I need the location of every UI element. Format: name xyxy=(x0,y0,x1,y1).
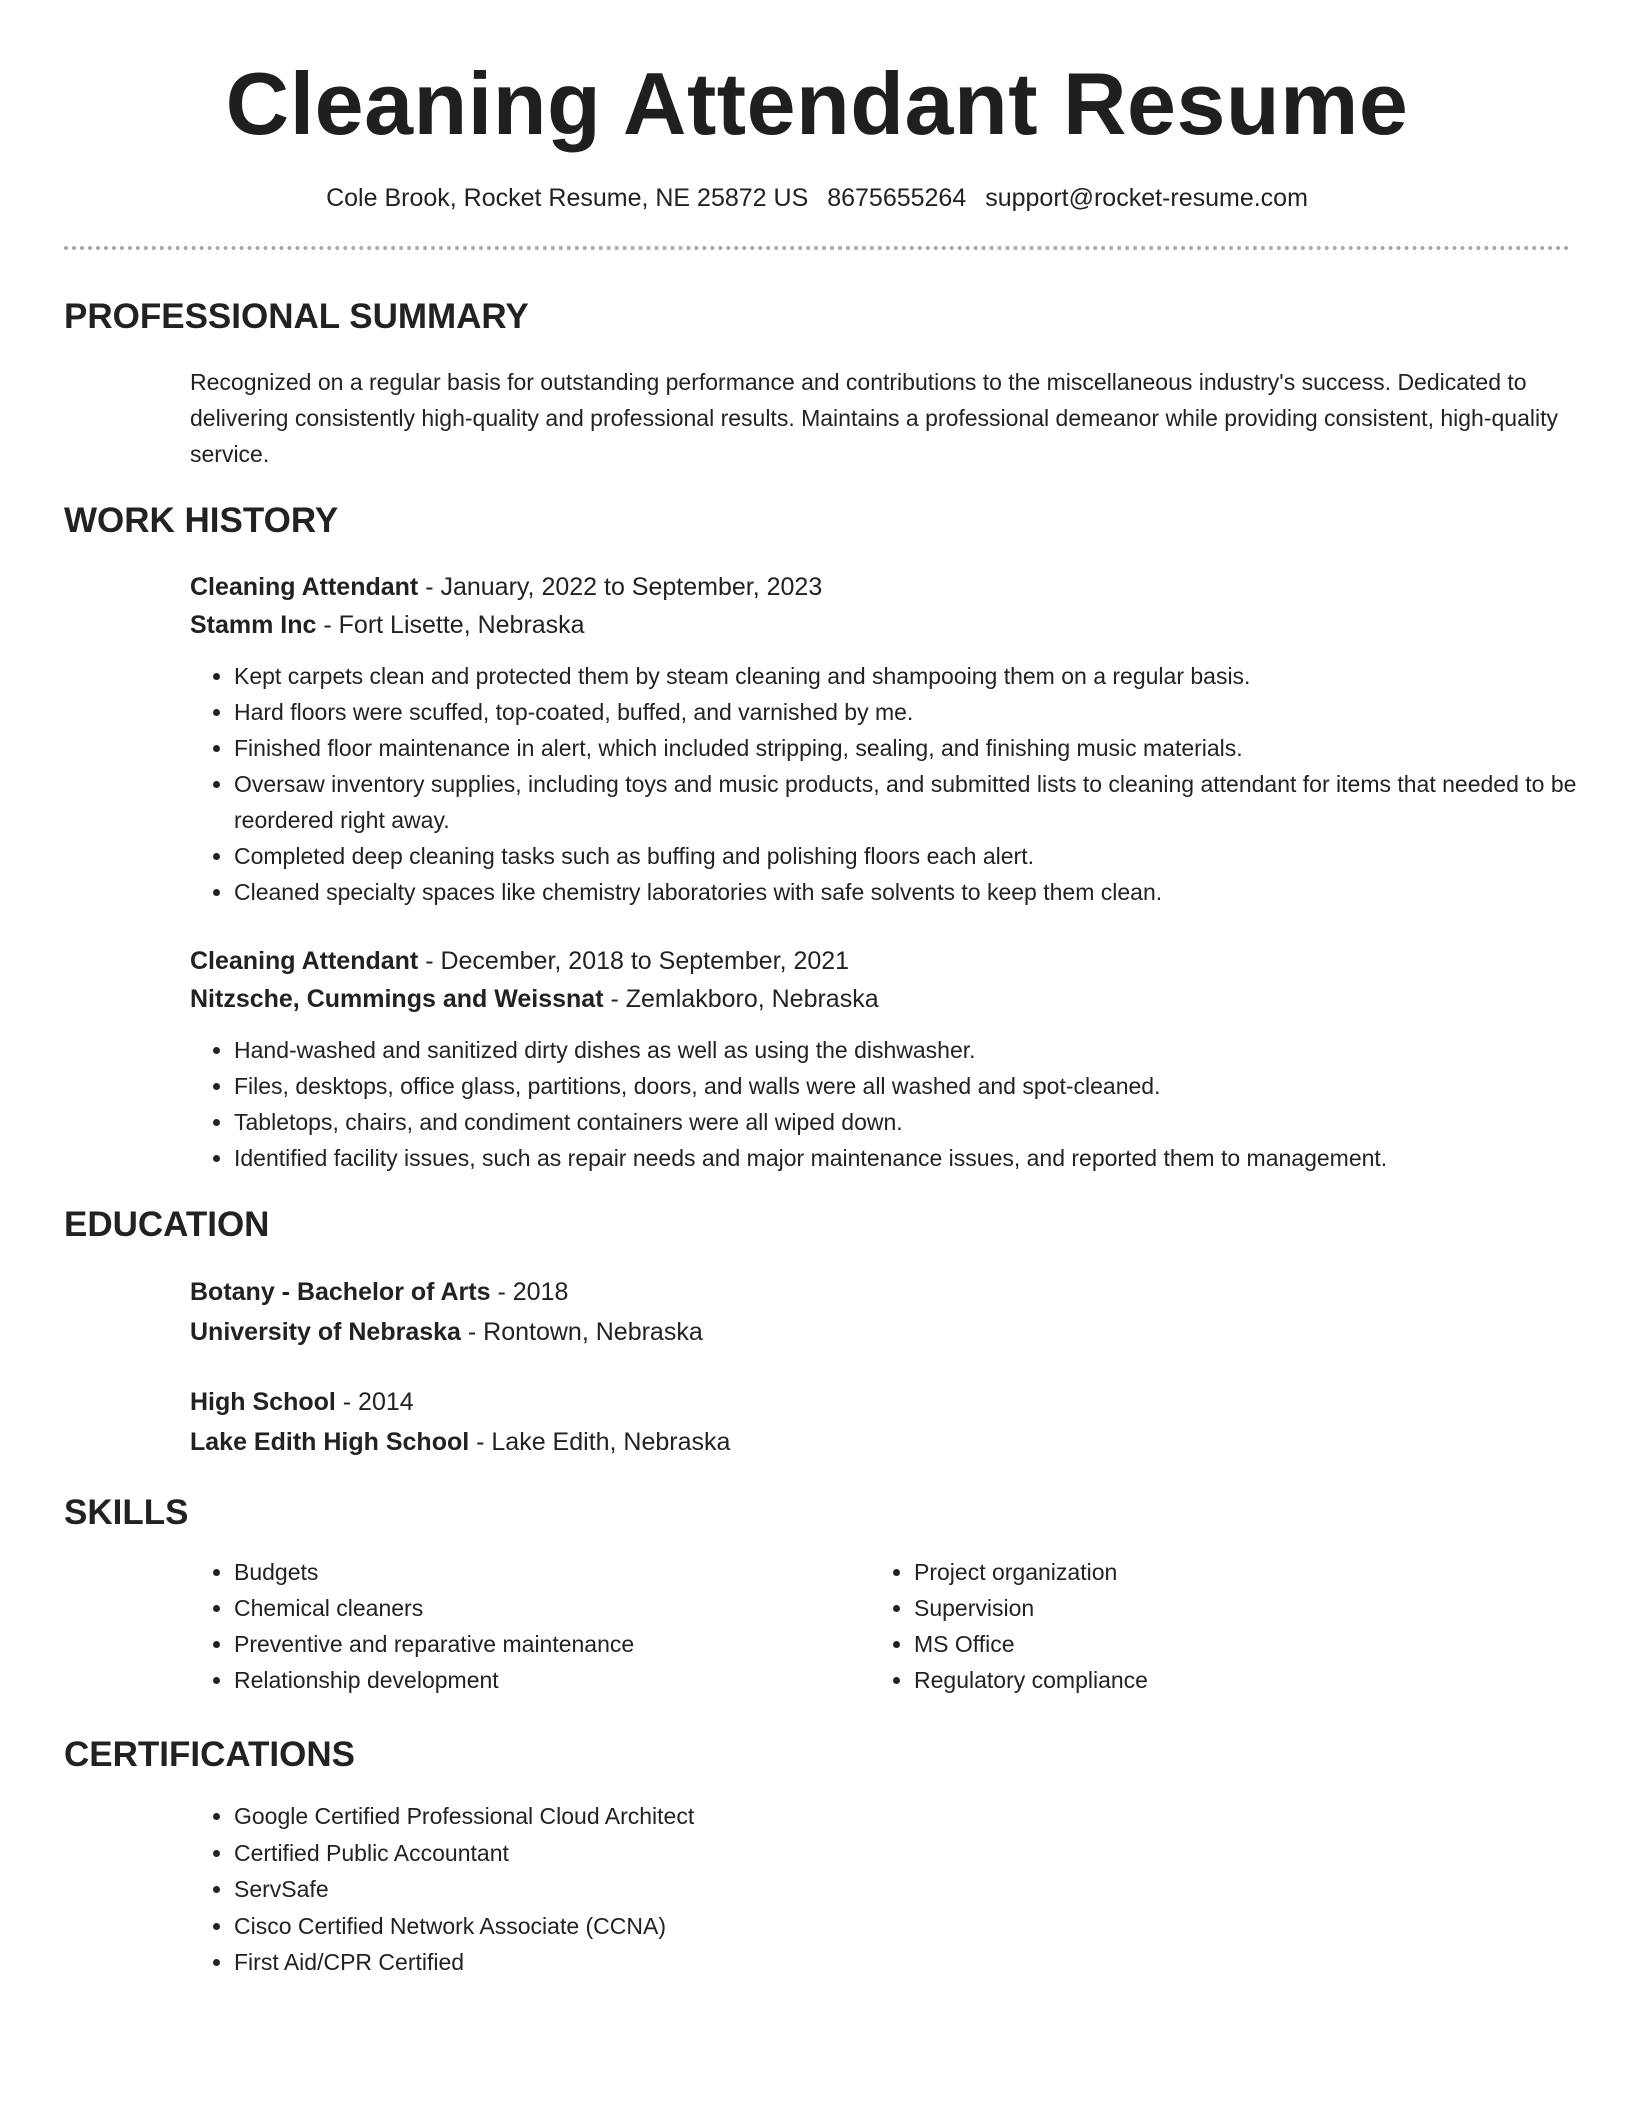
education-year: - 2014 xyxy=(335,1388,414,1416)
list-item: • Files, desktops, office glass, partitions, doors, and walls were all washed and spot-cleaned. xyxy=(234,1068,1594,1104)
list-item: • Finished floor maintenance in alert, which included stripping, sealing, and finishing music materials. xyxy=(234,730,1594,766)
certification-item: • Certified Public Accountant xyxy=(234,1835,1570,1872)
job-title: Cleaning Attendant xyxy=(190,573,419,601)
job-title: Cleaning Attendant xyxy=(190,947,419,975)
resume-title: Cleaning Attendant Resume xyxy=(225,54,1409,153)
skill-item: • Project organization xyxy=(914,1554,1550,1590)
job-entry xyxy=(190,568,1577,910)
job-bullets xyxy=(190,658,1594,910)
certification-item: • Cisco Certified Network Associate (CCNA) xyxy=(234,1908,1570,1945)
job-dates: - January, 2022 to September, 2023 xyxy=(418,573,823,601)
job-location: - Fort Lisette, Nebraska xyxy=(316,611,585,639)
education-entry xyxy=(190,1382,1570,1462)
list-item: • Kept carpets clean and protected them by steam cleaning and shampooing them on a regular basis. xyxy=(234,658,1594,694)
header-divider xyxy=(64,246,1570,250)
contact-line xyxy=(64,182,1570,214)
education-school: University of Nebraska xyxy=(190,1318,461,1346)
education-location: - Lake Edith, Nebraska xyxy=(469,1428,731,1456)
section-title-education: EDUCATION xyxy=(64,1205,270,1244)
certification-item: • ServSafe xyxy=(234,1871,1570,1908)
education-school-line xyxy=(190,1422,1570,1462)
skill-item: • Supervision xyxy=(914,1590,1550,1626)
skills-column-left xyxy=(190,1554,870,1698)
education-year: - 2018 xyxy=(490,1278,569,1306)
contact-address: Cole Brook, Rocket Resume, NE 25872 US xyxy=(326,184,809,212)
list-item: • Oversaw inventory supplies, including toys and music products, and submitted lists to cleaning attendant for items that needed to be reordered right away. xyxy=(234,766,1594,838)
section-title-certifications: CERTIFICATIONS xyxy=(64,1735,356,1774)
summary-text: Recognized on a regular basis for outstanding performance and contributions to the miscellaneous industry's success. Dedicated to delivering consistently high-quality and professional results. Maintains a professional demeanor while providing consistent, high-quality service. xyxy=(190,369,1558,467)
job-title-line xyxy=(190,568,1570,606)
certification-item: • Google Certified Professional Cloud Architect xyxy=(234,1798,1570,1835)
contact-phone: 8675655264 xyxy=(827,184,967,212)
resume-page xyxy=(64,0,1577,1981)
section-title-skills: SKILLS xyxy=(64,1493,189,1532)
skill-item: • Budgets xyxy=(234,1554,870,1590)
job-title-line xyxy=(190,942,1570,980)
skills-grid xyxy=(190,1554,1580,1698)
list-item: • Hand-washed and sanitized dirty dishes as well as using the dishwasher. xyxy=(234,1032,1594,1068)
list-item: • Cleaned specialty spaces like chemistry laboratories with safe solvents to keep them clean. xyxy=(234,874,1594,910)
list-item: • Identified facility issues, such as repair needs and major maintenance issues, and reported them to management. xyxy=(234,1140,1594,1176)
education-degree: High School xyxy=(190,1388,336,1416)
education-school-line xyxy=(190,1312,1570,1352)
skill-item: • Regulatory compliance xyxy=(914,1662,1550,1698)
section-title-summary: PROFESSIONAL SUMMARY xyxy=(64,297,529,336)
education-location: - Rontown, Nebraska xyxy=(460,1318,703,1346)
skills-column-right xyxy=(870,1554,1550,1698)
skill-item: • Chemical cleaners xyxy=(234,1590,870,1626)
job-company-line xyxy=(190,980,1570,1018)
education-degree-line xyxy=(190,1272,1570,1312)
skill-item: • Preventive and reparative maintenance xyxy=(234,1626,870,1662)
job-bullets xyxy=(190,1032,1594,1176)
job-dates: - December, 2018 to September, 2021 xyxy=(418,947,850,975)
list-item: • Tabletops, chairs, and condiment containers were all wiped down. xyxy=(234,1104,1594,1140)
certification-item: • First Aid/CPR Certified xyxy=(234,1944,1570,1981)
skill-item: • Relationship development xyxy=(234,1662,870,1698)
contact-email: support@rocket-resume.com xyxy=(985,184,1308,212)
job-company-line xyxy=(190,606,1570,644)
certifications-list xyxy=(190,1798,1570,1981)
list-item: • Completed deep cleaning tasks such as buffing and polishing floors each alert. xyxy=(234,838,1594,874)
job-entry xyxy=(190,942,1570,1176)
education-entry xyxy=(190,1272,1570,1352)
list-item: • Hard floors were scuffed, top-coated, buffed, and varnished by me. xyxy=(234,694,1594,730)
job-company: Stamm Inc xyxy=(190,611,317,639)
skill-item: • MS Office xyxy=(914,1626,1550,1662)
education-degree: Botany - Bachelor of Arts xyxy=(190,1278,491,1306)
section-title-work-history: WORK HISTORY xyxy=(64,501,339,540)
education-degree-line xyxy=(190,1382,1570,1422)
job-company: Nitzsche, Cummings and Weissnat xyxy=(190,985,604,1013)
education-school: Lake Edith High School xyxy=(190,1428,470,1456)
job-location: - Zemlakboro, Nebraska xyxy=(603,985,879,1013)
